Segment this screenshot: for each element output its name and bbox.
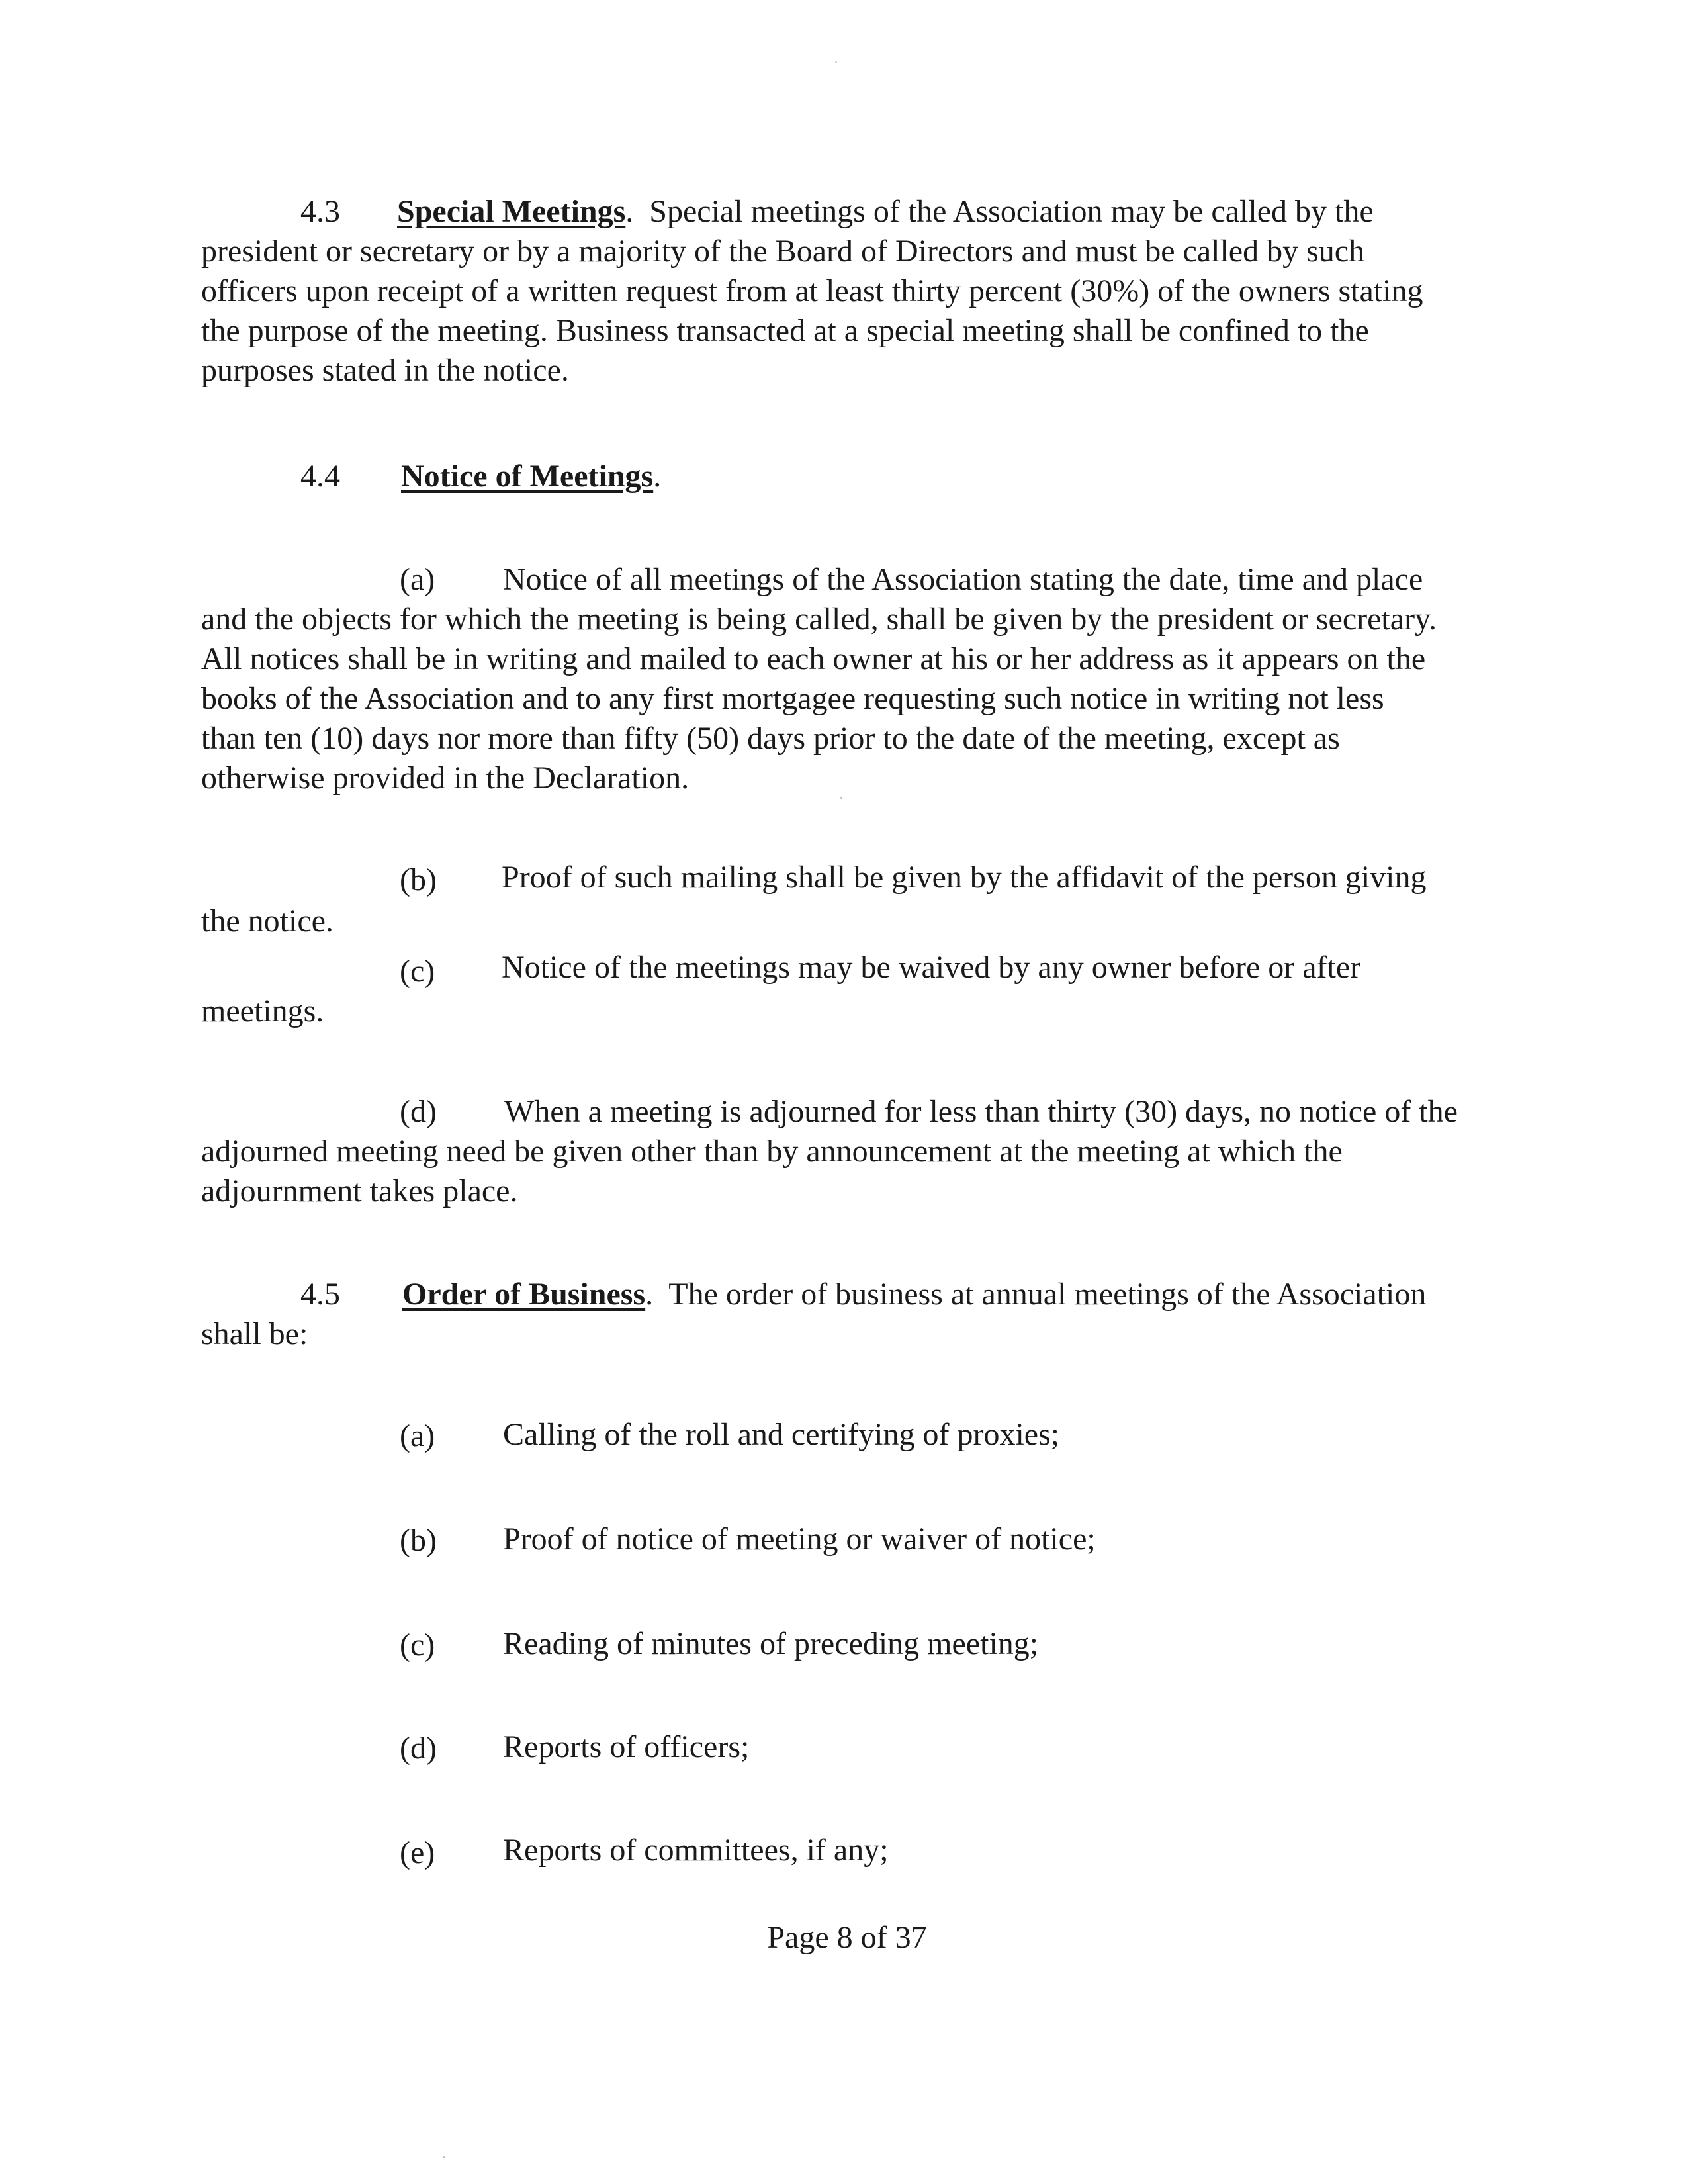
section-4-3-line-3: officers upon receipt of a written request from at least thirty percent (30%) of the owners stating (201, 273, 1423, 308)
section-text: Special meetings of the Association may be called by the (649, 194, 1374, 229)
section-4-3-line-5: purposes stated in the notice. (201, 353, 569, 388)
scan-speck (443, 2156, 445, 2158)
subsection-text: Notice of the meetings may be waived by any owner before or after (502, 950, 1361, 985)
list-item-label: (d) (400, 1731, 437, 1766)
list-item-label: (a) (400, 1418, 435, 1453)
subsection-text: When a meeting is adjourned for less than thirty (30) days, no notice of the (504, 1094, 1458, 1129)
section-4-4: 4.4 Notice of Meetings. (201, 457, 1511, 496)
list-item-label: (e) (400, 1835, 435, 1870)
section-heading: Order of Business (402, 1277, 646, 1312)
section-4-5-line-2: shall be: (201, 1316, 308, 1351)
subsection-label: (d) (400, 1094, 437, 1129)
subsection-label: (a) (400, 562, 435, 597)
section-4-4-a: (a) Notice of all meetings of the Association stating the date, time and place and the objects for which the meeting is being called, shall be given by the president or secretary. All notices shall be in writing and mailed to each owner at his or her address as it appears on the books of the Association and to any first mortgagee requesting such notice in writing not less than ten (10) days nor more than fifty (50) days prior to the date of the meeting, except as otherwise provided in the Declaration. (201, 560, 1511, 798)
section-4-3-line-1: 4.3 Special Meetings. Special meetings of the Association may be called by the (201, 192, 1511, 232)
page-number: Page 8 of 37 (767, 1920, 927, 1955)
section-heading: Notice of Meetings (401, 459, 654, 494)
section-4-4-d: (d) When a meeting is adjourned for less than thirty (30) days, no notice of the adjourned meeting need be given other than by announcement at the meeting at which the adjournment takes place. (201, 1092, 1511, 1211)
list-item-text: Reports of committees, if any; (503, 1833, 889, 1868)
section-number: 4.3 (300, 194, 340, 229)
subsection-label: (c) (400, 954, 435, 989)
list-item-text: Reports of officers; (503, 1729, 750, 1764)
subsection-text-continued: the notice. (201, 903, 334, 938)
subsection-text: Proof of such mailing shall be given by the affidavit of the person giving (502, 860, 1427, 895)
list-item-text: Proof of notice of meeting or waiver of notice; (503, 1522, 1096, 1557)
scan-speck (840, 797, 842, 799)
section-number: 4.4 (300, 459, 340, 494)
list-item-text: Reading of minutes of preceding meeting; (503, 1626, 1039, 1661)
section-number: 4.5 (300, 1277, 340, 1312)
subsection-text: Notice of all meetings of the Association stating the date, time and place (503, 562, 1423, 597)
section-4-3-line-4: the purpose of the meeting. Business transacted at a special meeting shall be confined to the (201, 313, 1369, 348)
section-text: The order of business at annual meetings of the Association (668, 1277, 1427, 1312)
section-4-5: 4.5 Order of Business. The order of business at annual meetings of the Association shall be: (201, 1275, 1511, 1354)
subsection-text-continued: meetings. (201, 993, 324, 1028)
section-4-3-line-2: president or secretary or by a majority of the Board of Directors and must be called by such (201, 234, 1365, 269)
list-item-label: (c) (400, 1627, 435, 1662)
list-item-text: Calling of the roll and certifying of proxies; (503, 1417, 1060, 1452)
section-4-3 (201, 192, 1511, 390)
list-item-label: (b) (400, 1523, 437, 1558)
section-heading: Special Meetings (397, 194, 626, 229)
subsection-label: (b) (400, 862, 437, 897)
scan-speck (835, 61, 837, 63)
